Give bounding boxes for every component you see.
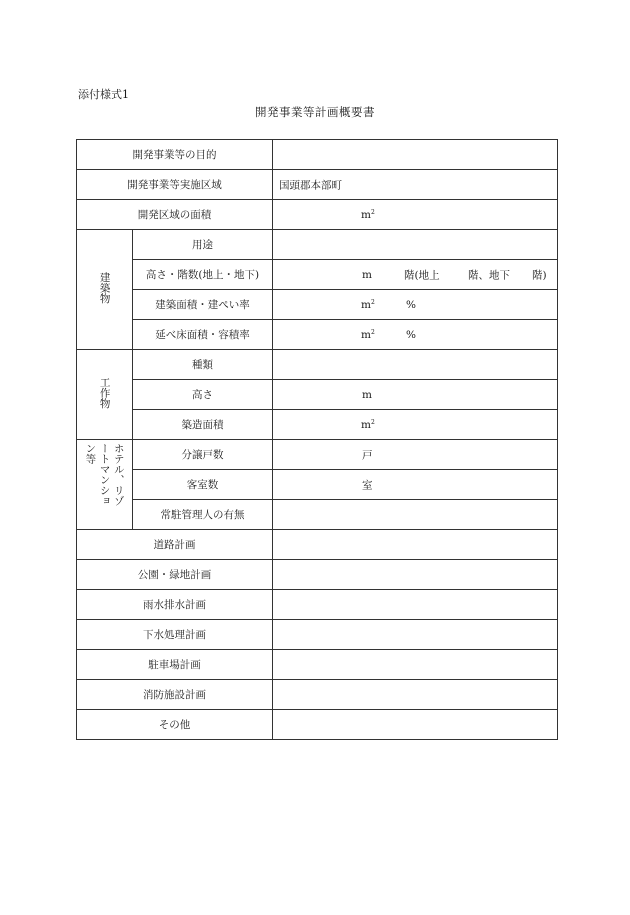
table-row <box>77 290 558 320</box>
building-height-label: 高さ・階数(地上・地下) <box>133 260 273 290</box>
table-row <box>77 620 558 650</box>
floor-area-unit: $m^2$ <box>361 328 375 341</box>
units-unit: 戸 <box>362 449 373 461</box>
floors-below-label: 階、地下 <box>468 269 510 281</box>
area-field[interactable] <box>273 200 558 230</box>
manager-field[interactable] <box>273 500 558 530</box>
road-plan-field[interactable] <box>273 530 558 560</box>
area-label: 開発区域の面積 <box>77 200 273 230</box>
purpose-field[interactable] <box>273 140 558 170</box>
sewage-plan-label: 下水処理計画 <box>77 620 273 650</box>
building-usage-label: 用途 <box>133 230 273 260</box>
fire-facility-label: 消防施設計画 <box>77 680 273 710</box>
table-row <box>77 320 558 350</box>
coverage-percent: % <box>406 298 416 311</box>
floor-area-percent: % <box>406 328 416 341</box>
building-group-label: 建築物 <box>77 230 133 350</box>
sewage-plan-field[interactable] <box>273 620 558 650</box>
table-row <box>77 410 558 440</box>
floors-above-label: 階(地上 <box>404 269 440 281</box>
building-usage-field[interactable] <box>273 230 558 260</box>
table-row <box>77 200 558 230</box>
park-plan-label: 公園・緑地計画 <box>77 560 273 590</box>
height-unit: m <box>362 268 372 281</box>
floor-area-label: 延べ床面積・容積率 <box>133 320 273 350</box>
manager-label: 常駐管理人の有無 <box>133 500 273 530</box>
area-unit: $m^2$ <box>361 208 375 221</box>
table-row <box>77 380 558 410</box>
built-area-field[interactable] <box>273 410 558 440</box>
table-row <box>77 710 558 740</box>
other-field[interactable] <box>273 710 558 740</box>
fire-facility-field[interactable] <box>273 680 558 710</box>
table-row <box>77 230 558 260</box>
coverage-unit: $m^2$ <box>361 298 375 311</box>
hotel-group-label: ホテル、リゾ ートマンショ ン等 <box>77 440 133 530</box>
plan-summary-table <box>76 139 558 740</box>
location-value: 国頭郡本部町 <box>279 179 342 191</box>
building-coverage-field[interactable] <box>273 290 558 320</box>
floors-suffix: 階) <box>532 269 547 281</box>
units-field[interactable] <box>273 440 558 470</box>
table-row <box>77 650 558 680</box>
built-area-unit: $m^2$ <box>361 418 375 431</box>
structure-type-label: 種類 <box>133 350 273 380</box>
parking-plan-field[interactable] <box>273 650 558 680</box>
structure-height-label: 高さ <box>133 380 273 410</box>
road-plan-label: 道路計画 <box>77 530 273 560</box>
park-plan-field[interactable] <box>273 560 558 590</box>
floor-area-field[interactable] <box>273 320 558 350</box>
parking-plan-label: 駐車場計画 <box>77 650 273 680</box>
table-row <box>77 680 558 710</box>
building-coverage-label: 建築面積・建ぺい率 <box>133 290 273 320</box>
form-number: 添付様式1 <box>78 88 129 101</box>
structure-type-field[interactable] <box>273 350 558 380</box>
structure-height-field[interactable] <box>273 380 558 410</box>
built-area-label: 築造面積 <box>133 410 273 440</box>
table-row <box>77 470 558 500</box>
rain-drainage-label: 雨水排水計画 <box>77 590 273 620</box>
rooms-field[interactable] <box>273 470 558 500</box>
document-title: 開発事業等計画概要書 <box>255 105 375 119</box>
table-row <box>77 560 558 590</box>
table-row <box>77 140 558 170</box>
location-label: 開発事業等実施区域 <box>77 170 273 200</box>
table-row <box>77 170 558 200</box>
table-row <box>77 530 558 560</box>
table-row <box>77 350 558 380</box>
rooms-unit: 室 <box>362 479 373 491</box>
table-row <box>77 590 558 620</box>
structure-group-label: 工作物 <box>77 350 133 440</box>
units-label: 分譲戸数 <box>133 440 273 470</box>
table-row <box>77 500 558 530</box>
rooms-label: 客室数 <box>133 470 273 500</box>
table-row <box>77 440 558 470</box>
structure-height-unit: m <box>362 388 372 401</box>
building-height-field[interactable] <box>273 260 558 290</box>
location-field[interactable] <box>273 170 558 200</box>
purpose-label: 開発事業等の目的 <box>77 140 273 170</box>
other-label: その他 <box>77 710 273 740</box>
table-row <box>77 260 558 290</box>
rain-drainage-field[interactable] <box>273 590 558 620</box>
